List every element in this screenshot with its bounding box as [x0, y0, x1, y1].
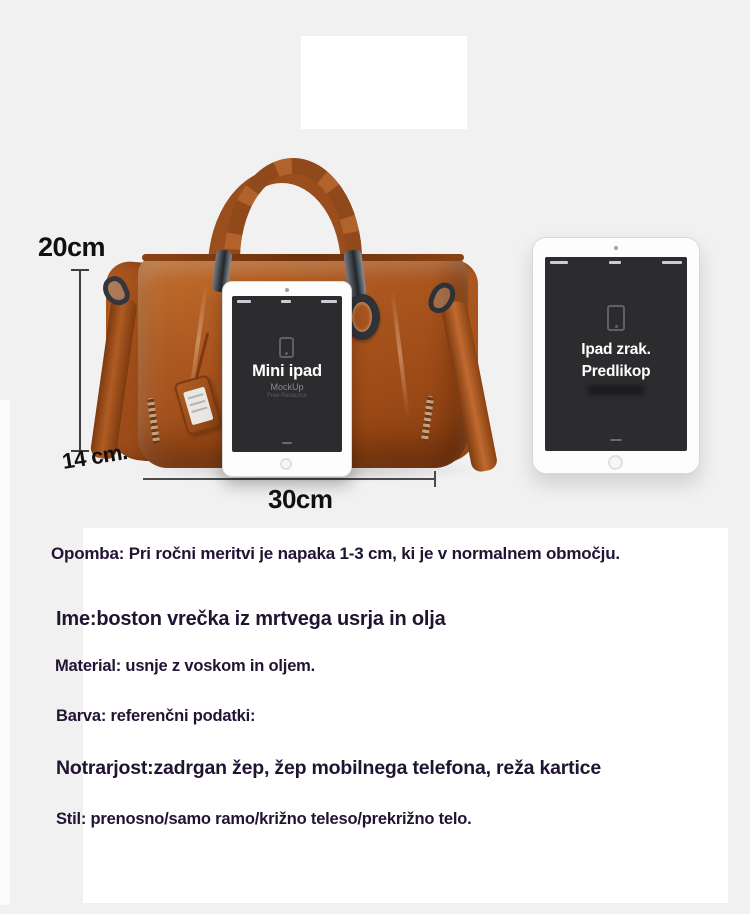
front-tablet-title: Mini ipad	[252, 362, 322, 380]
height-dimension-label: 20cm	[38, 232, 106, 262]
note-interior: Notrarjost:zadrgan žep, žep mobilnega telefona, reža kartice	[56, 757, 601, 779]
left-edge-strip	[0, 400, 10, 905]
hang-tag-label	[183, 387, 214, 426]
note-measurement-disclaimer: Opomba: Pri ročni meritvi je napaka 1-3 cm, ki je v normalnem območju.	[51, 544, 620, 563]
right-tablet-title-line1: Ipad zrak.	[581, 341, 651, 358]
tablet-outline-icon	[279, 337, 294, 358]
camera-dot-icon	[285, 288, 289, 292]
note-style: Stil: prenosno/samo ramo/križno teleso/prekrižno telo.	[56, 810, 472, 828]
screen-footer-mark	[282, 442, 292, 444]
note-product-name: Ime:boston vrečka iz mrtvega usrja in olja	[56, 608, 446, 630]
status-bar	[237, 300, 337, 303]
right-tablet-screen	[545, 257, 687, 451]
top-white-box	[301, 36, 467, 129]
right-tablet-title-line2: Predlikop	[581, 363, 651, 380]
note-color: Barva: referenčni podatki:	[56, 707, 256, 725]
width-dimension-label: 30cm	[268, 484, 333, 514]
home-button	[280, 458, 292, 470]
status-bar	[550, 261, 682, 264]
screen-footer-mark	[610, 439, 622, 441]
front-tablet-subtitle: MockUp	[270, 382, 304, 392]
bag-top-edge	[142, 254, 464, 261]
height-dimension-cap-top	[71, 269, 89, 271]
depth-dimension-label: 14 cm.	[60, 439, 129, 474]
tablet-outline-icon	[607, 305, 625, 331]
note-material: Material: usnje z voskom in oljem.	[55, 657, 316, 675]
camera-dot-icon	[614, 246, 618, 250]
front-tablet-screen	[232, 296, 342, 452]
front-tablet-caption: Free Resource	[267, 393, 307, 399]
home-button	[608, 455, 623, 470]
height-dimension-line	[79, 270, 81, 452]
width-dimension-cap-right	[434, 471, 436, 487]
screen-smudge	[587, 385, 645, 395]
width-dimension-line	[143, 478, 436, 480]
